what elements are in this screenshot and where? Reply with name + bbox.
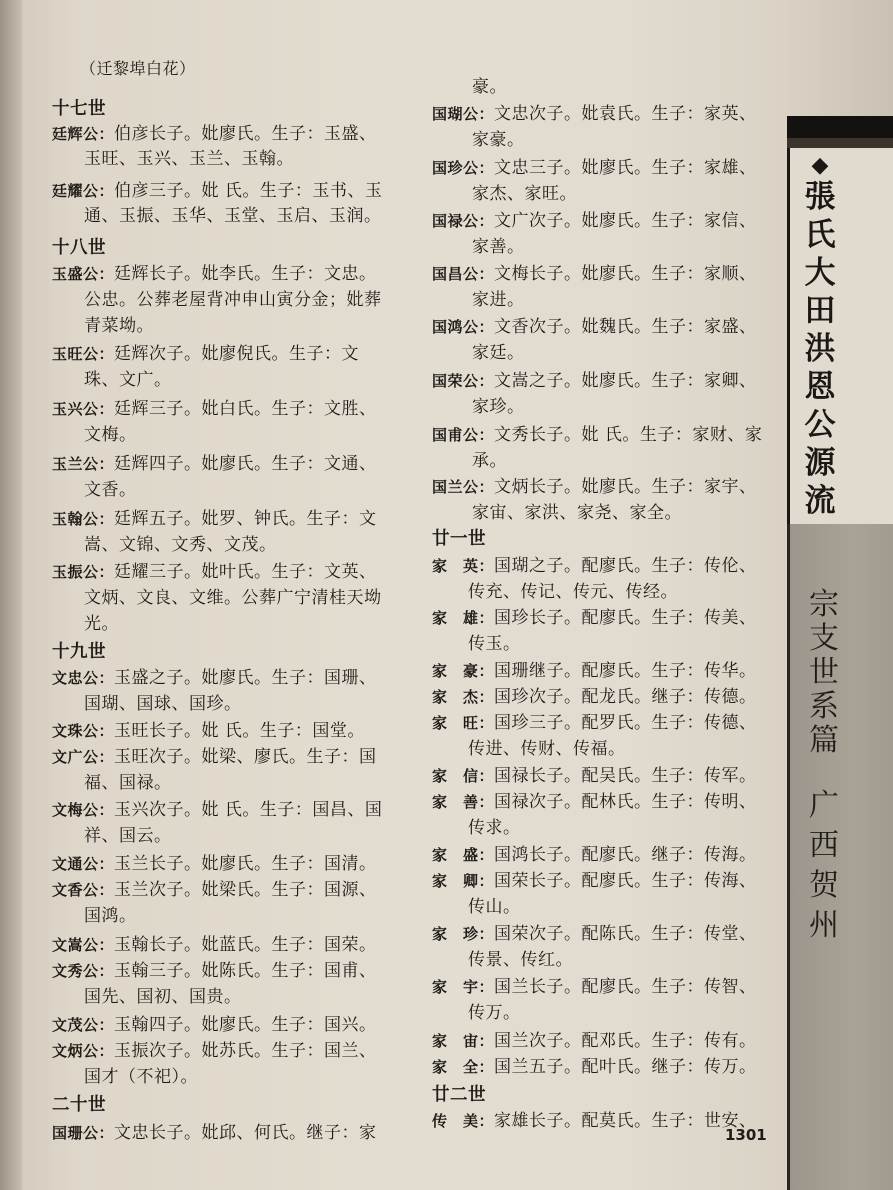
person-name: 玉盛公： (52, 265, 115, 283)
entry-text: 伯彦长子。妣廖氏。生子：玉盛、 (114, 124, 377, 144)
person-name: 国兰公： (432, 478, 495, 496)
genealogy-entry (432, 1110, 757, 1132)
entry-continuation: 国鸿。 (84, 906, 137, 926)
entry-text: 文广次子。妣廖氏。生子：家信、 (494, 211, 757, 231)
side-section-char: 系 (809, 689, 839, 724)
side-section-char: 支 (809, 621, 839, 656)
person-name: 家 盛： (432, 846, 495, 864)
genealogy-entry (432, 555, 757, 577)
side-title-char: 氏 (804, 217, 836, 253)
person-name: 国珍公： (432, 159, 495, 177)
side-section-char: 宗 (809, 587, 839, 622)
genealogy-entry (52, 934, 377, 956)
genealogy-entry (432, 157, 757, 179)
entry-text: 玉翰长子。妣蓝氏。生子：国荣。 (114, 935, 377, 955)
person-name: 文珠公： (52, 722, 115, 740)
side-title-char: 田 (804, 293, 836, 329)
entry-continuation: 珠、文广。 (84, 370, 172, 390)
person-name: 家 旺： (432, 714, 495, 732)
entry-text: 国荣次子。配陈氏。生子：传堂、 (494, 924, 757, 944)
person-name: 家 豪： (432, 662, 495, 680)
side-title-char: 張 (804, 179, 836, 215)
entry-continuation: 家廷。 (472, 343, 525, 363)
person-name: 文忠公： (52, 669, 115, 687)
entry-continuation: 国瑚、国球、国珍。 (84, 694, 242, 714)
side-section-title (804, 588, 844, 758)
entry-continuation: 文炳、文良、文维。公葬广宁清桂天坳 (84, 588, 382, 608)
genealogy-entry (52, 453, 377, 475)
side-title-char: 恩 (804, 369, 836, 405)
entry-continuation: 文香。 (84, 480, 137, 500)
entry-continuation: 家善。 (472, 237, 525, 257)
side-band-top-rule (787, 116, 893, 138)
genealogy-entry (432, 923, 757, 945)
side-region-char: 广 (809, 788, 839, 823)
entry-continuation: 传万。 (468, 1003, 521, 1023)
diamond-ornament-icon: ◆ (811, 153, 829, 178)
person-name: 家 全： (432, 1058, 495, 1076)
entry-text: 廷辉五子。妣罗、钟氏。生子：文 (114, 509, 377, 529)
person-name: 廷辉公： (52, 125, 115, 143)
person-name: 家 信： (432, 767, 495, 785)
genealogy-entry (432, 210, 757, 232)
genealogy-entry (432, 263, 757, 285)
genealogy-entry (52, 746, 377, 768)
person-name: 家 宇： (432, 978, 495, 996)
genealogy-entry (52, 398, 377, 420)
genealogy-entry (52, 853, 377, 875)
genealogy-entry (432, 870, 757, 892)
entry-continuation: 传山。 (468, 897, 521, 917)
entry-text: 廷辉四子。妣廖氏。生子：文通、 (114, 454, 377, 474)
genealogy-entry (432, 1030, 757, 1052)
person-name: 廷耀公： (52, 182, 115, 200)
entry-text: 国瑚之子。配廖氏。生子：传伦、 (494, 556, 757, 576)
person-name: 玉旺公： (52, 345, 115, 363)
genealogy-entry (432, 424, 762, 446)
generation-heading: 十九世 (52, 642, 106, 662)
generation-heading: 廿一世 (432, 529, 486, 549)
person-name: 家 杰： (432, 688, 495, 706)
person-name: 文秀公： (52, 962, 115, 980)
genealogy-entry (52, 667, 377, 689)
genealogy-entry (432, 976, 757, 998)
branch-subheading: （迁黎埠白花） (80, 59, 196, 78)
entry-text: 玉旺长子。妣 氏。生子：国堂。 (114, 721, 365, 741)
genealogy-entry (52, 960, 377, 982)
generation-heading: 十七世 (52, 99, 106, 119)
entry-continuation: 家豪。 (472, 130, 525, 150)
person-name: 玉振公： (52, 563, 115, 581)
genealogy-entry (432, 791, 757, 813)
genealogy-entry (432, 686, 757, 708)
genealogy-entry (432, 765, 757, 787)
person-name: 文茂公： (52, 1016, 115, 1034)
entry-text: 玉兰次子。妣梁氏。生子：国源、 (114, 880, 377, 900)
side-region-char: 西 (809, 828, 839, 863)
person-name: 传 美： (432, 1112, 495, 1130)
side-section-char: 篇 (809, 723, 839, 758)
person-name: 玉翰公： (52, 510, 115, 528)
entry-continuation: 祥、国云。 (84, 826, 172, 846)
entry-continuation: 国才（不祀）。 (84, 1067, 198, 1087)
genealogy-entry (432, 103, 757, 125)
genealogy-entry (432, 712, 757, 734)
entry-text: 玉翰三子。妣陈氏。生子：国甫、 (114, 961, 377, 981)
person-name: 国禄公： (432, 212, 495, 230)
person-name: 家 英： (432, 557, 495, 575)
genealogy-entry (52, 263, 377, 285)
entry-text: 国珍长子。配廖氏。生子：传美、 (494, 608, 757, 628)
entry-text: 家雄长子。配莫氏。生子：世安、 (494, 1111, 757, 1131)
side-region-char: 贺 (809, 868, 839, 903)
person-name: 国昌公： (432, 265, 495, 283)
entry-text: 国禄长子。配吴氏。生子：传军。 (494, 766, 757, 786)
entry-text: 文梅长子。妣廖氏。生子：家顺、 (494, 264, 757, 284)
genealogy-entry (52, 879, 377, 901)
entry-continuation: 青菜坳。 (84, 316, 154, 336)
genealogy-entry (52, 561, 377, 583)
entry-text: 文忠长子。妣邱、何氏。继子：家 (114, 1123, 377, 1143)
entry-continuation: 嵩、文锦、文秀、文茂。 (84, 535, 277, 555)
entry-continuation: 传进、传财、传福。 (468, 739, 626, 759)
person-name: 家 宙： (432, 1032, 495, 1050)
entry-text: 国珍三子。配罗氏。生子：传德、 (494, 713, 757, 733)
genealogy-entry (432, 316, 757, 338)
page-number: 1301 (725, 1126, 767, 1144)
entry-text: 国兰长子。配廖氏。生子：传智、 (494, 977, 757, 997)
entry-continuation: 家进。 (472, 290, 525, 310)
entry-text: 文忠三子。妣廖氏。生子：家雄、 (494, 158, 757, 178)
entry-continuation: 家珍。 (472, 397, 525, 417)
entry-text: 廷辉次子。妣廖倪氏。生子：文 (114, 344, 360, 364)
person-name: 文香公： (52, 881, 115, 899)
person-name: 文广公： (52, 748, 115, 766)
genealogy-entry (432, 607, 757, 629)
entry-text: 国鸿长子。配廖氏。继子：传海。 (494, 845, 757, 865)
side-region-label (804, 786, 844, 946)
person-name: 家 卿： (432, 872, 495, 890)
person-name: 家 珍： (432, 925, 495, 943)
entry-text: 玉振次子。妣苏氏。生子：国兰、 (114, 1041, 377, 1061)
entry-continuation: 文梅。 (84, 425, 137, 445)
person-name: 国珊公： (52, 1124, 115, 1142)
person-name: 国瑚公： (432, 105, 495, 123)
genealogy-entry (52, 799, 382, 821)
entry-continuation: 公忠。公葬老屋背冲申山寅分金；妣葬 (84, 290, 382, 310)
person-name: 文嵩公： (52, 936, 115, 954)
entry-continuation: 福、国禄。 (84, 773, 172, 793)
genealogy-entry (432, 476, 757, 498)
side-title-char: 源 (804, 445, 836, 481)
book-spine (0, 0, 22, 1190)
entry-continuation: 传求。 (468, 818, 521, 838)
entry-text: 玉兰长子。妣廖氏。生子：国清。 (114, 854, 377, 874)
side-title-char: 洪 (804, 331, 836, 367)
side-region-char: 州 (809, 908, 839, 943)
entry-text: 文炳长子。妣廖氏。生子：家宇、 (494, 477, 757, 497)
person-name: 文炳公： (52, 1042, 115, 1060)
entry-text: 国荣长子。配廖氏。生子：传海、 (494, 871, 757, 891)
genealogy-entry (52, 508, 377, 530)
person-name: 文通公： (52, 855, 115, 873)
side-title-char: 大 (804, 255, 836, 291)
entry-text: 廷辉长子。妣李氏。生子：文忠。 (114, 264, 377, 284)
entry-continuation: 家杰、家旺。 (472, 184, 577, 204)
generation-heading: 廿二世 (432, 1085, 486, 1105)
entry-text: 国珍次子。配龙氏。继子：传德。 (494, 687, 757, 707)
generation-heading: 十八世 (52, 238, 106, 258)
entry-continuation: 传充、传记、传元、传经。 (468, 582, 678, 602)
genealogy-entry (432, 660, 757, 682)
genealogy-entry (52, 1040, 377, 1062)
entry-text: 廷耀三子。妣叶氏。生子：文英、 (114, 562, 377, 582)
genealogy-entry (432, 844, 757, 866)
genealogy-entry (52, 123, 377, 145)
entry-continuation: 传景、传红。 (468, 950, 573, 970)
entry-continuation: 玉旺、玉兴、玉兰、玉翰。 (84, 149, 294, 169)
person-name: 家 善： (432, 793, 495, 811)
side-title (795, 154, 845, 544)
genealogy-entry (52, 180, 382, 202)
side-title-char: 公 (804, 407, 836, 443)
entry-text: 文嵩之子。妣廖氏。生子：家卿、 (494, 371, 757, 391)
side-band-dark-strip (787, 138, 893, 148)
entry-text: 玉盛之子。妣廖氏。生子：国珊、 (114, 668, 377, 688)
genealogy-entry (432, 1056, 757, 1078)
entry-text: 玉旺次子。妣梁、廖氏。生子：国 (114, 747, 377, 767)
person-name: 文梅公： (52, 801, 115, 819)
entry-text: 文秀长子。妣 氏。生子：家财、家 (494, 425, 763, 445)
entry-text: 文忠次子。妣袁氏。生子：家英、 (494, 104, 757, 124)
entry-text: 国兰次子。配邓氏。生子：传有。 (494, 1031, 757, 1051)
entry-text: 伯彦三子。妣 氏。生子：玉书、玉 (114, 181, 383, 201)
entry-text: 玉兴次子。妣 氏。生子：国昌、国 (114, 800, 383, 820)
genealogy-entry (52, 1122, 377, 1144)
person-name: 国鸿公： (432, 318, 495, 336)
genealogy-entry (52, 1014, 377, 1036)
entry-continuation: 光。 (84, 614, 119, 634)
entry-text: 玉翰四子。妣廖氏。生子：国兴。 (114, 1015, 377, 1035)
entry-text: 文香次子。妣魏氏。生子：家盛、 (494, 317, 757, 337)
entry-continuation: 豪。 (472, 77, 507, 97)
genealogy-entry (52, 720, 365, 742)
entry-text: 国珊继子。配廖氏。生子：传华。 (494, 661, 757, 681)
side-section-char: 世 (809, 655, 839, 690)
entry-continuation: 通、玉振、玉华、玉堂、玉启、玉润。 (84, 206, 382, 226)
person-name: 国荣公： (432, 372, 495, 390)
person-name: 国甫公： (432, 426, 495, 444)
person-name: 玉兴公： (52, 400, 115, 418)
generation-heading: 二十世 (52, 1095, 106, 1115)
entry-text: 国兰五子。配叶氏。继子：传万。 (494, 1057, 757, 1077)
side-title-char: 流 (804, 483, 836, 519)
genealogy-entry (52, 343, 359, 365)
entry-continuation: 家宙、家洪、家尧、家全。 (472, 503, 682, 523)
entry-continuation: 传玉。 (468, 634, 521, 654)
genealogy-entry (432, 370, 757, 392)
entry-continuation: 国先、国初、国贵。 (84, 987, 242, 1007)
person-name: 家 雄： (432, 609, 495, 627)
entry-continuation: 承。 (472, 451, 507, 471)
person-name: 玉兰公： (52, 455, 115, 473)
entry-text: 国禄次子。配林氏。生子：传明、 (494, 792, 757, 812)
entry-text: 廷辉三子。妣白氏。生子：文胜、 (114, 399, 377, 419)
